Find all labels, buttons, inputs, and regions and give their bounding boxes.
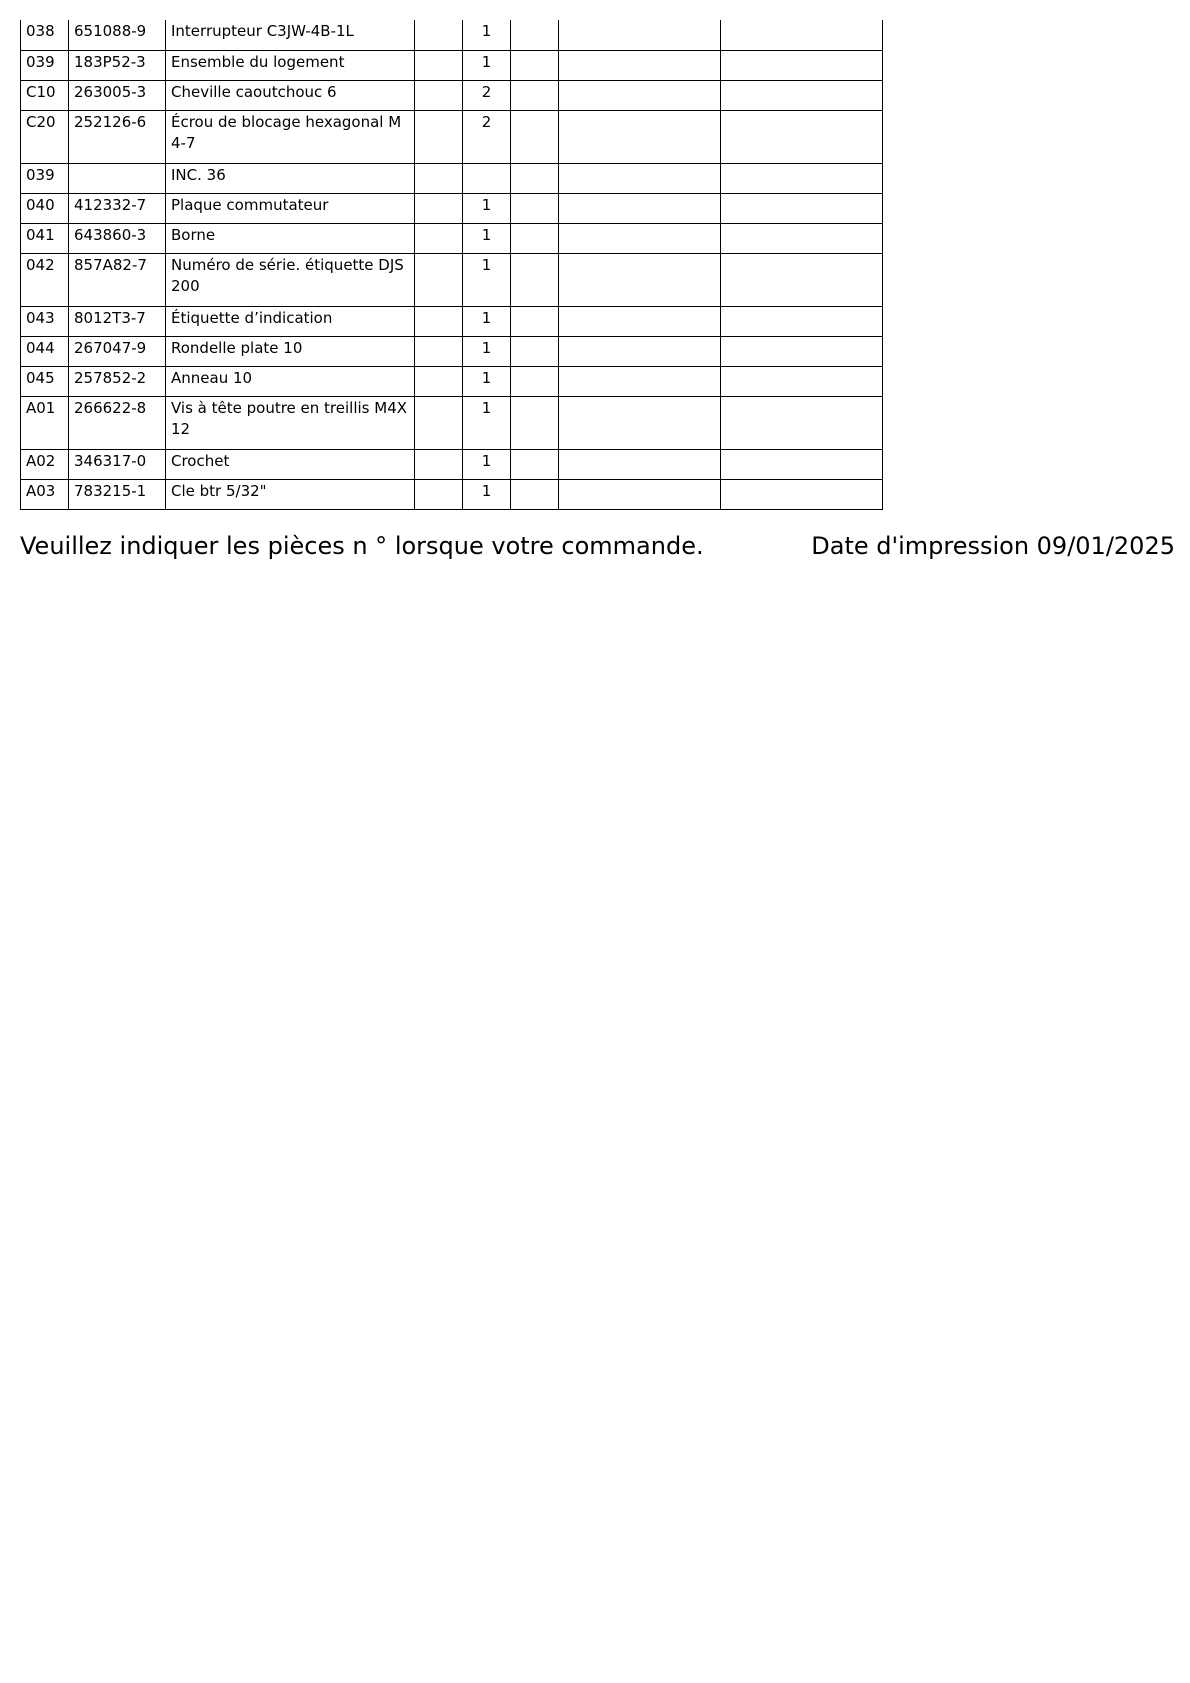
empty-cell <box>415 449 463 479</box>
table-row <box>21 366 883 396</box>
empty-cell <box>559 50 721 80</box>
description-cell: Cle btr 5/32" <box>166 479 415 509</box>
empty-cell <box>511 223 559 253</box>
table-row <box>21 479 883 509</box>
quantity-cell: 2 <box>463 80 511 110</box>
table-row <box>21 336 883 366</box>
empty-cell <box>559 366 721 396</box>
table-row <box>21 20 883 50</box>
empty-cell <box>559 163 721 193</box>
quantity-cell: 1 <box>463 396 511 449</box>
empty-cell <box>559 253 721 306</box>
quantity-cell: 1 <box>463 336 511 366</box>
part-number-cell: 257852-2 <box>69 366 166 396</box>
empty-cell <box>415 163 463 193</box>
part-number-cell: 857A82-7 <box>69 253 166 306</box>
description-cell: Interrupteur C3JW-4B-1L <box>166 20 415 50</box>
quantity-cell: 1 <box>463 366 511 396</box>
part-number-cell: 643860-3 <box>69 223 166 253</box>
empty-cell <box>511 306 559 336</box>
quantity-cell: 1 <box>463 20 511 50</box>
part-number-cell: 8012T3-7 <box>69 306 166 336</box>
empty-cell <box>415 193 463 223</box>
table-row <box>21 223 883 253</box>
empty-cell <box>511 193 559 223</box>
empty-cell <box>415 20 463 50</box>
quantity-cell: 1 <box>463 223 511 253</box>
ref-cell: C10 <box>21 80 69 110</box>
table-row <box>21 50 883 80</box>
empty-cell <box>511 50 559 80</box>
description-cell: Crochet <box>166 449 415 479</box>
print-date: Date d'impression 09/01/2025 <box>811 532 1175 560</box>
quantity-cell: 1 <box>463 479 511 509</box>
empty-cell <box>415 110 463 163</box>
parts-table <box>20 20 883 510</box>
empty-cell <box>559 20 721 50</box>
table-row <box>21 306 883 336</box>
description-cell: Écrou de blocage hexagonal M4-7 <box>166 110 415 163</box>
empty-cell <box>559 223 721 253</box>
empty-cell <box>415 306 463 336</box>
ref-cell: 040 <box>21 193 69 223</box>
empty-cell <box>721 110 883 163</box>
empty-cell <box>721 20 883 50</box>
ref-cell: A03 <box>21 479 69 509</box>
quantity-cell: 1 <box>463 306 511 336</box>
ref-cell: 042 <box>21 253 69 306</box>
empty-cell <box>721 163 883 193</box>
empty-cell <box>511 449 559 479</box>
empty-cell <box>511 366 559 396</box>
empty-cell <box>721 193 883 223</box>
part-number-cell: 651088-9 <box>69 20 166 50</box>
empty-cell <box>721 253 883 306</box>
table-row <box>21 449 883 479</box>
empty-cell <box>559 336 721 366</box>
empty-cell <box>721 396 883 449</box>
empty-cell <box>559 449 721 479</box>
empty-cell <box>721 50 883 80</box>
ref-cell: 043 <box>21 306 69 336</box>
part-number-cell: 266622-8 <box>69 396 166 449</box>
description-cell: Ensemble du logement <box>166 50 415 80</box>
part-number-cell: 183P52-3 <box>69 50 166 80</box>
empty-cell <box>511 110 559 163</box>
empty-cell <box>559 306 721 336</box>
empty-cell <box>721 80 883 110</box>
description-cell: Anneau 10 <box>166 366 415 396</box>
ref-cell: A02 <box>21 449 69 479</box>
quantity-cell: 1 <box>463 50 511 80</box>
empty-cell <box>415 479 463 509</box>
parts-table-body <box>21 20 883 509</box>
empty-cell <box>721 366 883 396</box>
quantity-cell <box>463 163 511 193</box>
empty-cell <box>415 366 463 396</box>
empty-cell <box>511 336 559 366</box>
part-number-cell: 783215-1 <box>69 479 166 509</box>
empty-cell <box>415 50 463 80</box>
empty-cell <box>511 80 559 110</box>
quantity-cell: 2 <box>463 110 511 163</box>
ref-cell: 038 <box>21 20 69 50</box>
part-number-cell: 267047-9 <box>69 336 166 366</box>
empty-cell <box>415 396 463 449</box>
empty-cell <box>511 163 559 193</box>
description-cell: INC. 36 <box>166 163 415 193</box>
empty-cell <box>415 223 463 253</box>
ref-cell: C20 <box>21 110 69 163</box>
empty-cell <box>721 479 883 509</box>
description-cell: Plaque commutateur <box>166 193 415 223</box>
ref-cell: 041 <box>21 223 69 253</box>
ref-cell: A01 <box>21 396 69 449</box>
empty-cell <box>559 396 721 449</box>
ref-cell: 039 <box>21 50 69 80</box>
ref-cell: 045 <box>21 366 69 396</box>
description-cell: Vis à tête poutre en treillis M4X12 <box>166 396 415 449</box>
empty-cell <box>721 306 883 336</box>
empty-cell <box>559 193 721 223</box>
quantity-cell: 1 <box>463 193 511 223</box>
part-number-cell: 346317-0 <box>69 449 166 479</box>
order-note: Veuillez indiquer les pièces n ° lorsque votre commande. <box>20 532 704 560</box>
table-row <box>21 253 883 306</box>
ref-cell: 044 <box>21 336 69 366</box>
table-row <box>21 396 883 449</box>
description-cell: Étiquette d’indication <box>166 306 415 336</box>
table-row <box>21 110 883 163</box>
description-cell: Cheville caoutchouc 6 <box>166 80 415 110</box>
empty-cell <box>559 479 721 509</box>
quantity-cell: 1 <box>463 253 511 306</box>
part-number-cell: 252126-6 <box>69 110 166 163</box>
description-cell: Borne <box>166 223 415 253</box>
table-row <box>21 193 883 223</box>
empty-cell <box>511 20 559 50</box>
empty-cell <box>511 479 559 509</box>
empty-cell <box>559 80 721 110</box>
part-number-cell: 412332-7 <box>69 193 166 223</box>
empty-cell <box>415 336 463 366</box>
part-number-cell <box>69 163 166 193</box>
description-cell: Numéro de série. étiquette DJS200 <box>166 253 415 306</box>
empty-cell <box>721 336 883 366</box>
quantity-cell: 1 <box>463 449 511 479</box>
empty-cell <box>511 396 559 449</box>
empty-cell <box>721 223 883 253</box>
description-cell: Rondelle plate 10 <box>166 336 415 366</box>
empty-cell <box>415 80 463 110</box>
empty-cell <box>721 449 883 479</box>
empty-cell <box>415 253 463 306</box>
empty-cell <box>559 110 721 163</box>
part-number-cell: 263005-3 <box>69 80 166 110</box>
table-row <box>21 163 883 193</box>
empty-cell <box>511 253 559 306</box>
table-row <box>21 80 883 110</box>
ref-cell: 039 <box>21 163 69 193</box>
